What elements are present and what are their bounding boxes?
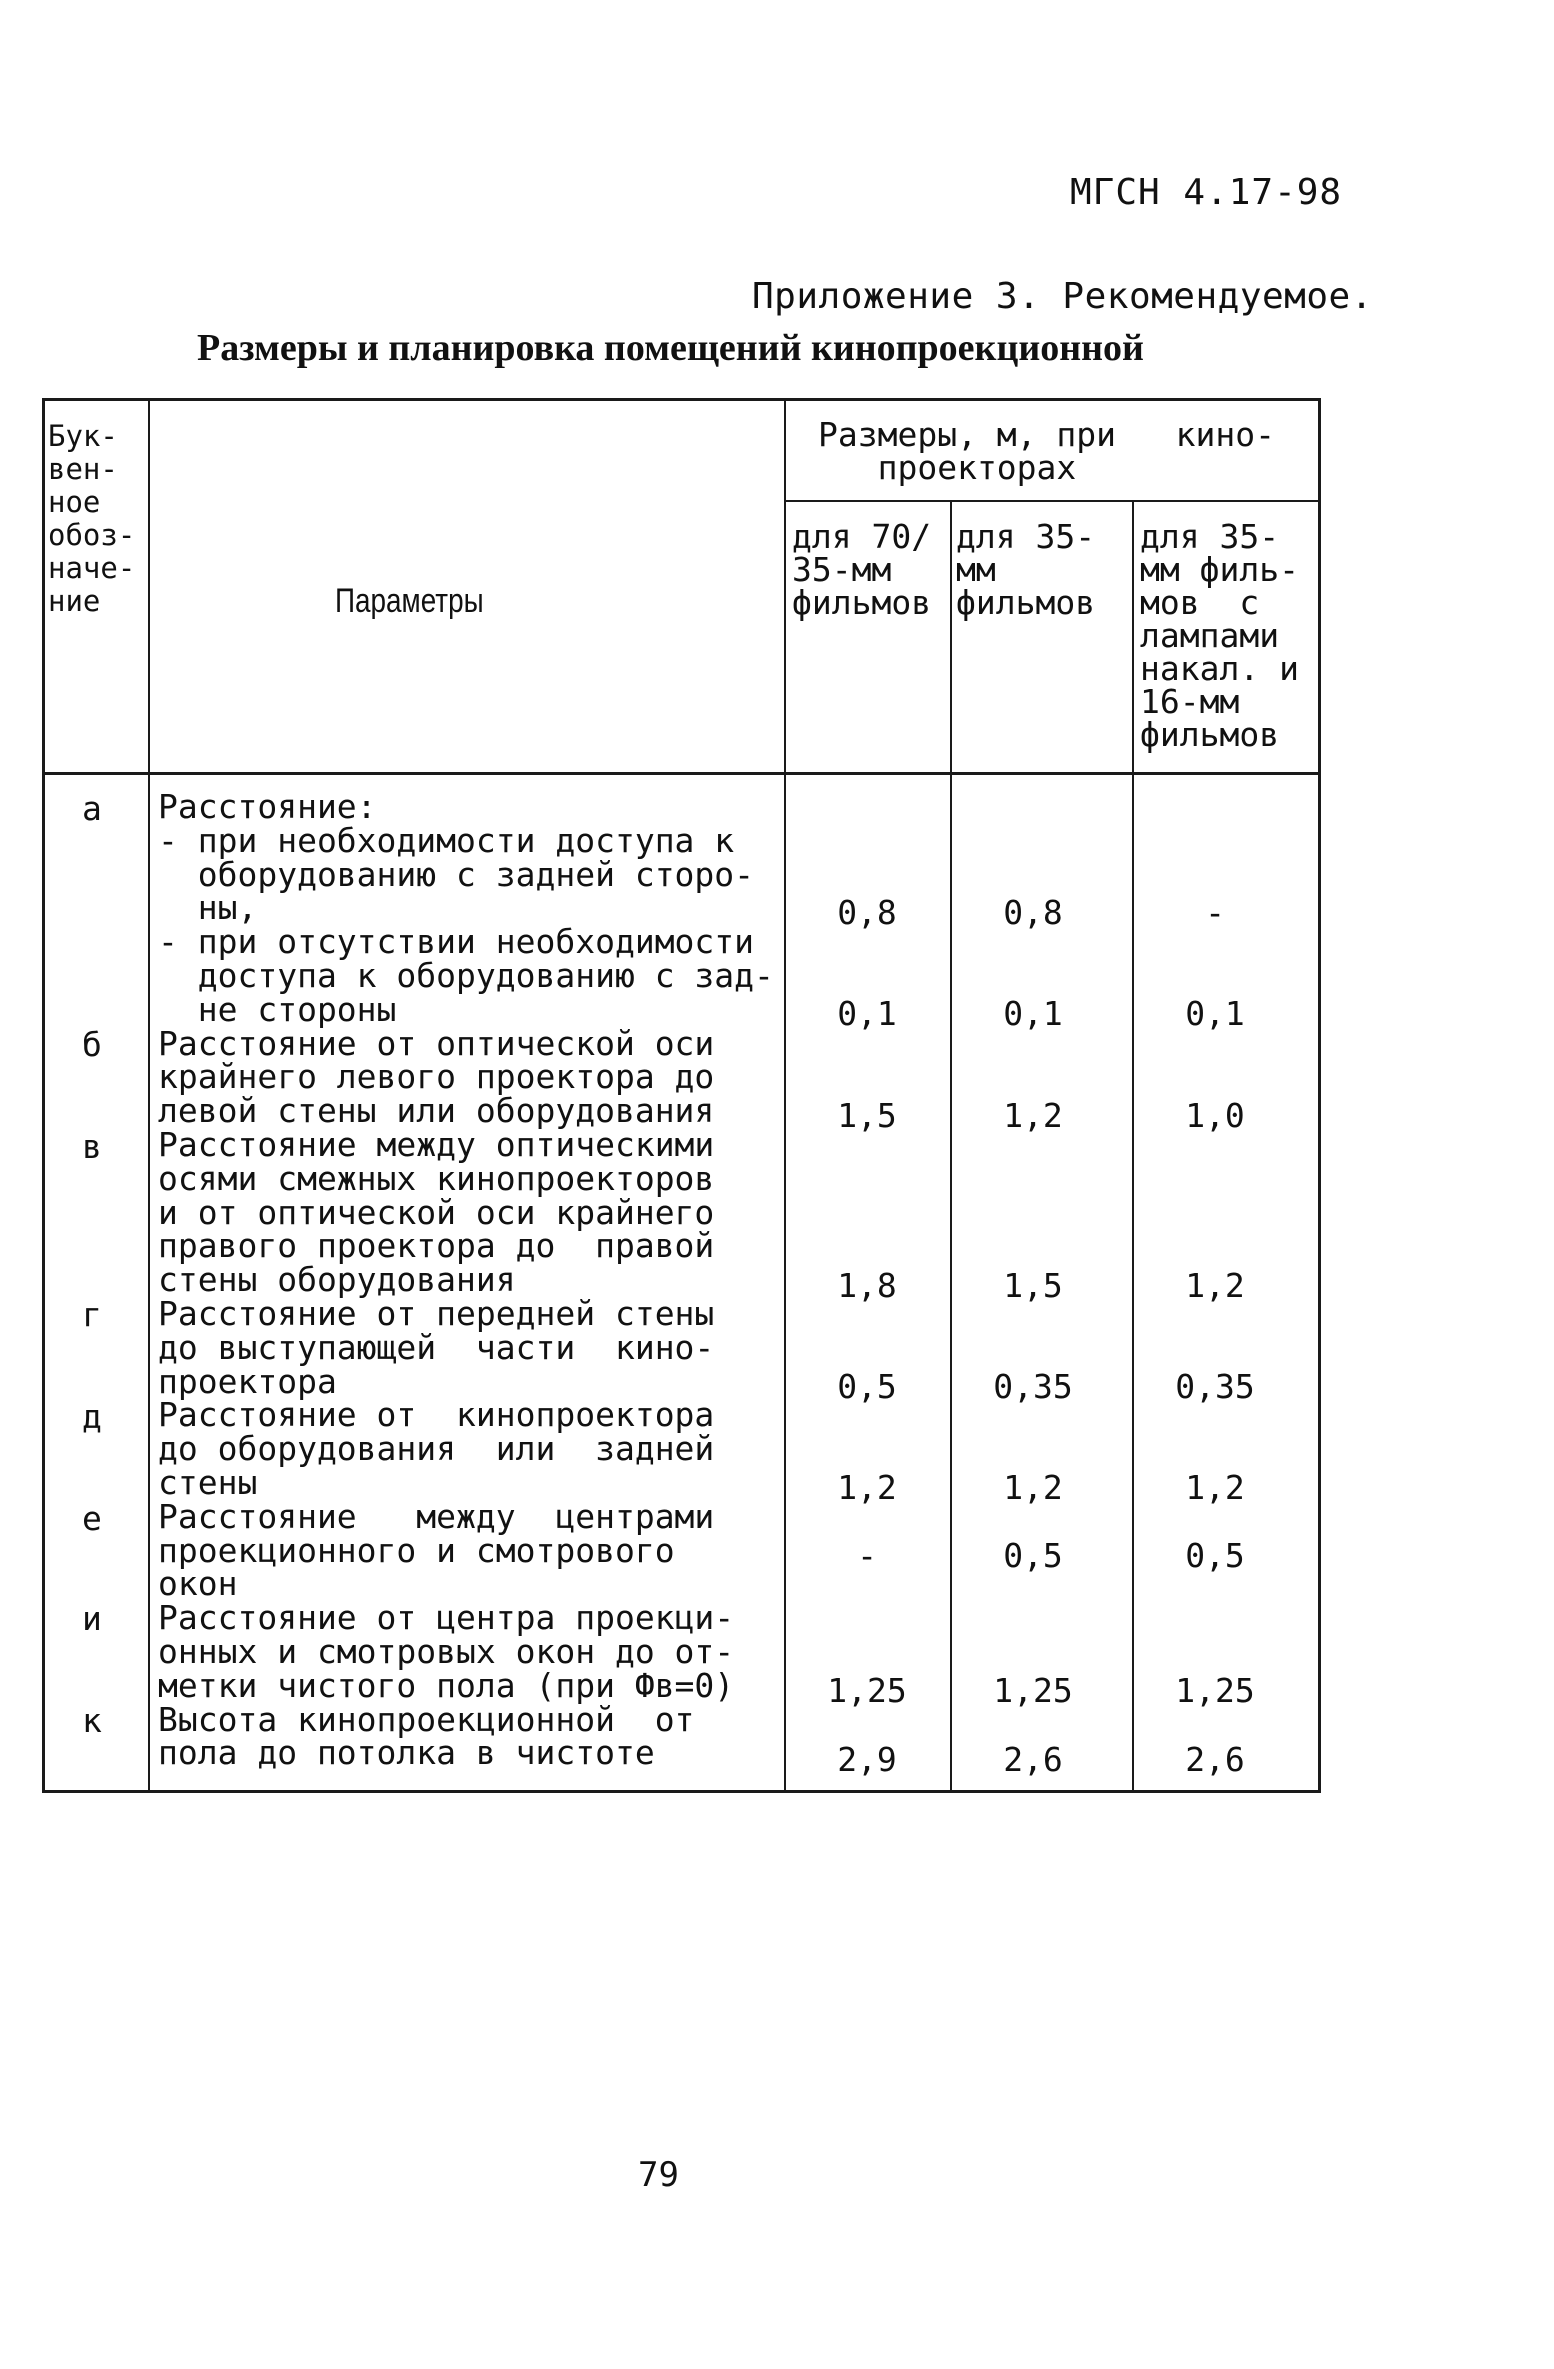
sizes-group-header: Размеры, м, при кино- проекторах xyxy=(818,415,1275,487)
value-cell: - xyxy=(1205,893,1225,932)
value-cell: 1,2 xyxy=(1185,1266,1245,1305)
value-cell: - xyxy=(857,1536,877,1575)
row-letter: б xyxy=(82,1025,102,1064)
letter-col-divider xyxy=(148,398,150,1793)
parameters-text: Расстояние: - при необходимости доступа к оборудованию с задней сторо- ны, - при отсутствии необходимости доступа к оборудованию с зад- не стороны Расстояние от оптической оси крайнего левого проектора до левой стены или оборудования Расстояние между оптическими осями смежных кинопроекторов и от оптической оси крайнего правого проектора до правой стены оборудования Расстояние от передней стены до выступающей части кино- проектора Расстояние от кинопроектора до оборудования или задней стены Расстояние между центрами проекционного и смотрового окон Расстояние от центра проекци- онных и смотровых окон до от- метки чистого пола (при Фв=0) Высота кинопроекционной от пола до потолка в чистоте xyxy=(158,787,774,1773)
value-cell: 0,35 xyxy=(993,1367,1073,1406)
sub-col-divider-2 xyxy=(1132,500,1134,1793)
appendix-label: Приложение 3. Рекомендуемое. xyxy=(752,276,1373,317)
document-code: МГСН 4.17-98 xyxy=(1070,172,1343,213)
value-cell: 1,25 xyxy=(1175,1671,1255,1710)
letter-column-header: Бук- вен- ное обоз- наче- ние xyxy=(48,419,136,618)
page-number: 79 xyxy=(638,2155,679,2195)
header-bottom-border xyxy=(42,772,1320,775)
value-cell: 1,5 xyxy=(837,1096,897,1135)
left-border xyxy=(42,398,45,1793)
value-cell: 1,5 xyxy=(1003,1266,1063,1305)
table-bottom-border xyxy=(42,1790,1320,1793)
value-cell: 1,0 xyxy=(1185,1096,1245,1135)
row-letter: д xyxy=(82,1397,102,1436)
sub-header-35mm: для 35- мм фильмов xyxy=(956,517,1096,622)
value-cell: 0,5 xyxy=(1003,1536,1063,1575)
value-cell: 2,6 xyxy=(1185,1740,1245,1779)
value-cell: 0,35 xyxy=(1175,1367,1255,1406)
value-cell: 1,2 xyxy=(1003,1096,1063,1135)
parameters-column-header: Параметры xyxy=(335,582,484,620)
page-title: Размеры и планировка помещений кинопроекционной xyxy=(197,327,1144,369)
row-letter: в xyxy=(82,1127,102,1166)
value-cell: 0,8 xyxy=(1003,893,1063,932)
value-cell: 2,9 xyxy=(837,1740,897,1779)
value-cell: 0,1 xyxy=(1185,994,1245,1033)
value-cell: 1,25 xyxy=(827,1671,907,1710)
value-cell: 1,2 xyxy=(1003,1468,1063,1507)
value-cell: 0,1 xyxy=(837,994,897,1033)
row-letter: е xyxy=(82,1499,102,1538)
sub-header-35mm-16mm: для 35- мм филь- мов с лампами накал. и 16-мм фильмов xyxy=(1140,517,1299,754)
value-cell: 1,2 xyxy=(1185,1468,1245,1507)
value-cell: 0,1 xyxy=(1003,994,1063,1033)
value-cell: 1,2 xyxy=(837,1468,897,1507)
param-col-divider xyxy=(784,398,786,1793)
value-cell: 2,6 xyxy=(1003,1740,1063,1779)
table-top-border xyxy=(42,398,1320,401)
value-cell: 1,8 xyxy=(837,1266,897,1305)
row-letter: к xyxy=(82,1701,102,1740)
row-letter: г xyxy=(82,1295,102,1334)
group-header-divider xyxy=(784,500,1320,502)
sub-header-70-35mm: для 70/ 35-мм фильмов xyxy=(792,517,932,622)
value-cell: 0,5 xyxy=(837,1367,897,1406)
value-cell: 1,25 xyxy=(993,1671,1073,1710)
value-cell: 0,5 xyxy=(1185,1536,1245,1575)
right-border xyxy=(1318,398,1321,1793)
row-letter: а xyxy=(82,789,102,828)
sub-col-divider-1 xyxy=(950,500,952,1793)
value-cell: 0,8 xyxy=(837,893,897,932)
row-letter: и xyxy=(82,1599,102,1638)
